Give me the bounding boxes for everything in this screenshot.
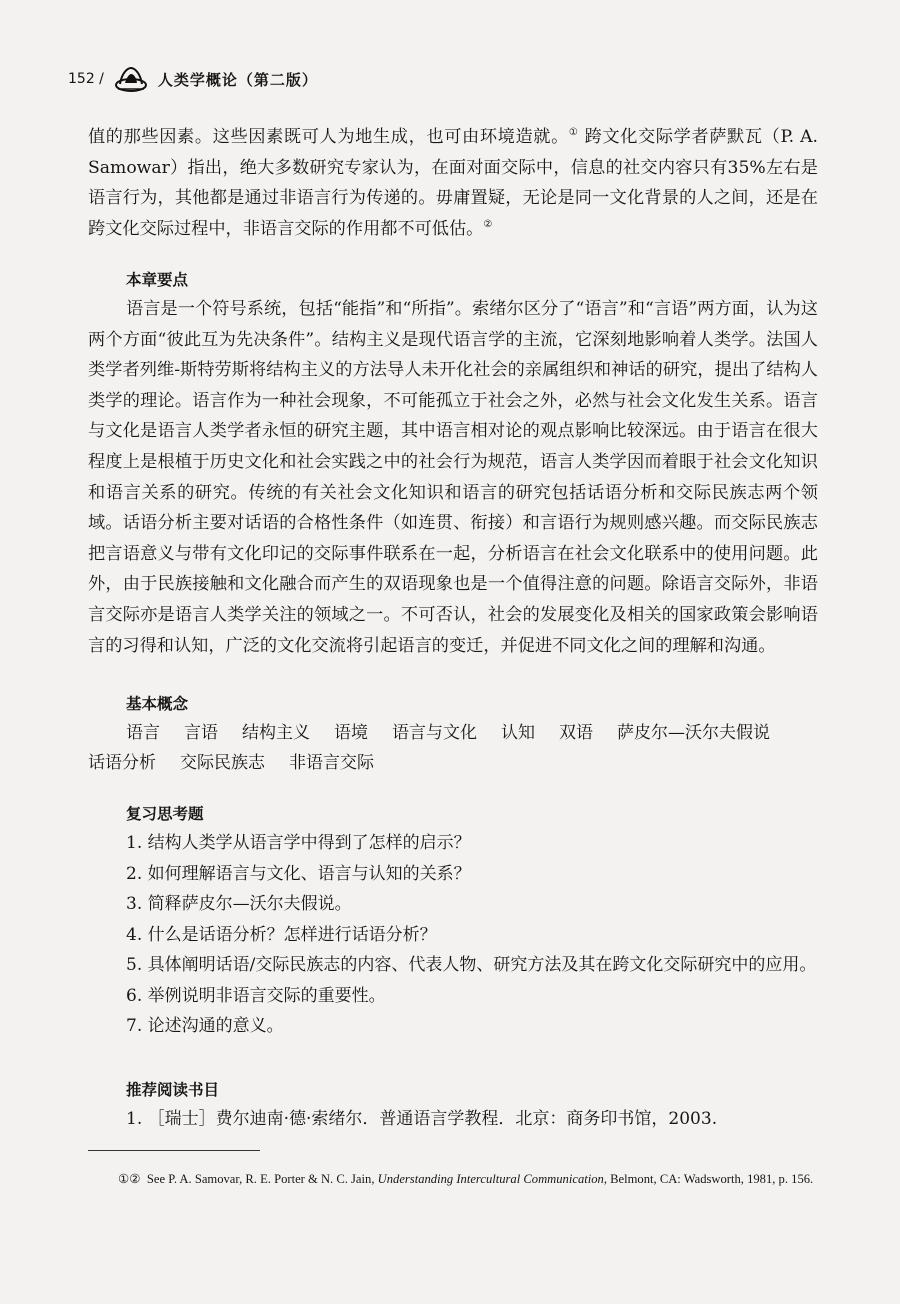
concept-term: 话语分析 [88,753,156,773]
concept-term: 结构主义 [242,723,310,743]
review-question: 4. 什么是话语分析？怎样进行话语分析？ [126,924,437,945]
footnote-book-title: Understanding Intercultural Communication [377,1172,604,1186]
key-points-section [88,266,818,661]
reading-list-item: 1. ［瑞士］费尔迪南·德·索绪尔．普通语言学教程．北京：商务印书馆，2003. [126,1109,718,1129]
reading-list-section [88,1076,818,1135]
review-question: 3. 简释萨皮尔—沃尔夫假说。 [126,894,352,914]
publisher-logo-icon [114,64,148,94]
concept-term: 语言与文化 [392,723,477,743]
concept-term: 双语 [559,723,593,743]
review-question: 2. 如何理解语言与文化、语言与认知的关系？ [126,863,471,884]
intro-paragraph [88,122,818,244]
footnote-text-b: , Belmont, CA: Wadsworth, 1981, p. 156. [603,1172,814,1186]
intro-text-b: 跨文化交际学者萨默瓦（P. A. Samowar）指出，绝大多数研究专家认为，在面对面交际中，信息的社交内容只有35%左右是语言行为，其他都是通过非语言行为传递的。毋庸置疑，无论是同一文化背景的人之间，还是在跨文化交际过程中，非语言交际的作用都不可低估。 [88,127,818,239]
book-title: 人类学概论（第二版） [157,70,318,89]
review-question: 7. 论述沟通的意义。 [126,1016,284,1036]
footnote-divider [88,1150,260,1151]
concept-term: 认知 [501,723,535,743]
concept-term: 萨皮尔—沃尔夫假说 [617,723,770,743]
key-points-heading: 本章要点 [126,271,189,289]
concept-term: 语言 [126,723,160,743]
intro-text-a: 值的那些因素。这些因素既可人为地生成，也可由环境造就。 [88,127,569,147]
basic-concepts-heading: 基本概念 [126,695,189,713]
review-question: 1. 结构人类学从语言学中得到了怎样的启示？ [126,833,471,853]
review-questions-section [88,800,818,1042]
review-questions-heading: 复习思考题 [126,805,204,823]
running-header [68,62,318,96]
basic-concepts-section [88,690,818,778]
intro-section [88,122,818,244]
concept-term: 非语言交际 [289,753,374,773]
key-points-paragraph: 语言是一个符号系统，包括“能指”和“所指”。索绪尔区分了“语言”和“言语”两方面，认为这两个方面“彼此互为先决条件”。结构主义是现代语言学的主流，它深刻地影响着人类学。法国人类学者列维-斯特劳斯将结构主义的方法导人未开化社会的亲属组织和神话的研究，提出了结构人类学的理论。语言作为一种社会现象，不可能孤立于社会之外，必然与社会文化发生关系。语言与文化是语言人类学者永恒的研究主题，其中语言相对论的观点影响比较深远。由于语言在很大程度上是根植于历史文化和社会实践之中的社会行为规范，语言人类学因而着眼于社会文化知识和语言关系的研究。传统的有关社会文化知识和语言的研究包括话语分析和交际民族志两个领域。话语分析主要对话语的合格性条件（如连贯、衔接）和言语行为规则感兴趣。而交际民族志把言语意义与带有文化印记的交际事件联系在一起，分析语言在社会文化联系中的使用问题。此外，由于民族接触和文化融合而产生的双语现象也是一个值得注意的问题。除语言交际外，非语言交际亦是语言人类学关注的领域之一。不可否认，社会的发展变化及相关的国家政策会影响语言的习得和认知，广泛的文化交流将引起语言的变迁，并促进不同文化之间的理解和沟通。 [88,299,818,656]
page-number: 152 / [68,71,104,87]
concept-term: 交际民族志 [180,753,265,773]
concept-term: 语境 [334,723,368,743]
review-question: 5. 具体阐明话语/交际民族志的内容、代表人物、研究方法及其在跨文化交际研究中的应用。 [126,955,817,975]
footnote-ref-2: ② [483,218,493,230]
concept-term: 言语 [184,723,218,743]
concept-list [88,718,818,778]
footnote-marks: ①② [118,1172,141,1186]
footnote [88,1168,818,1191]
review-question: 6. 举例说明非语言交际的重要性。 [126,985,386,1006]
reading-list-heading: 推荐阅读书目 [126,1081,220,1099]
footnote-ref-1: ① [568,127,579,138]
footnote-text-a: See P. A. Samovar, R. E. Porter & N. C. Jain, [146,1172,378,1186]
